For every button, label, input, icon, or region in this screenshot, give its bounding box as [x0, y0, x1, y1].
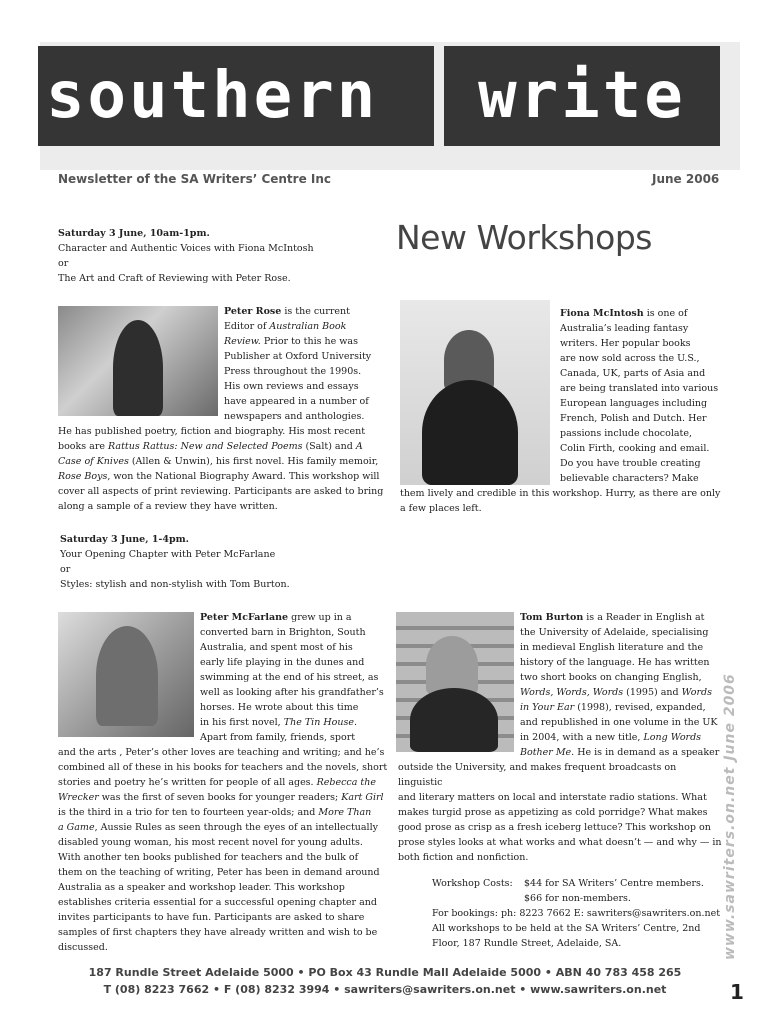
bookings-info: For bookings: ph: 8223 7662 E: sawriters@sawriters.on.net [432, 908, 721, 919]
workshop-costs [432, 876, 722, 951]
masthead-southern: southern [38, 46, 434, 146]
fiona-bio-bottom: them lively and credible in this workshop. Hurry, as there are only a few places left. [400, 488, 721, 514]
peter-mcfarlane-photo [58, 612, 194, 737]
tom-burton-photo [396, 612, 514, 752]
session1-line2: The Art and Craft of Reviewing with Peter Rose. [58, 273, 291, 284]
page-number: 1 [730, 980, 744, 1004]
newsletter-subtitle: Newsletter of the SA Writers’ Centre Inc [58, 172, 332, 186]
session1-or: or [58, 258, 69, 269]
peter-rose-bio-bottom: He has published poetry, fiction and biography. His most recent books are Rattus Rattus: New and Selected Poems (Salt) and A Case of Knives (Allen & Unwin), his first novel. His family memoir, Rose Boys, won the National Biography Award. This workshop will cover all aspects of print reviewing. Participants are asked to bring along a sample of a review they have written. [58, 426, 384, 512]
costs-member: $44 for SA Writers’ Centre members. [524, 878, 704, 889]
session2-title: Saturday 3 June, 1-4pm. [60, 534, 189, 545]
session1-title: Saturday 3 June, 10am-1pm. [58, 228, 210, 239]
session1-line1: Character and Authentic Voices with Fiona McIntosh [58, 243, 314, 254]
costs-label: Workshop Costs: [432, 878, 513, 889]
peter-rose-photo [58, 306, 218, 416]
venue-line2: Floor, 187 Rundle Street, Adelaide, SA. [432, 938, 622, 949]
burton-name: Tom Burton [520, 612, 584, 623]
mcfarlane-name: Peter McFarlane [200, 612, 289, 623]
peter-rose-name: Peter Rose [224, 306, 282, 317]
mcfarlane-bio-top: Peter McFarlane grew up in a converted barn in Brighton, South Australia, and spent most of his early life playing in the dunes and swimming at the end of his street, as well as looking after his grandfather’s horses. He wrote about this time in his first novel, The Tin House. Apart from family, friends, sport [200, 612, 384, 743]
burton-bio-bottom: outside the University, and makes frequent broadcasts on linguistic and literary matters on local and interstate radio stations. What makes turgid prose as appetizing as cold porridge? What makes good prose as crisp as a fresh iceberg lettuce? This workshop on prose styles looks at what works and what doesn’t — and why — in both fiction and nonfiction. [398, 762, 722, 863]
session2-or: or [60, 564, 71, 575]
costs-nonmember: $66 for non-members. [524, 893, 631, 904]
session2-line1: Your Opening Chapter with Peter McFarlane [60, 549, 276, 560]
masthead-write: write [444, 46, 720, 146]
mcfarlane-bio-bottom: and the arts , Peter’s other loves are teaching and writing; and he’s combined all of these in his books for teachers and the novels, short stories and poetry he’s written for people of all ages. Rebecca the Wrecker was the first of seven books for younger readers; Kart Girl is the third in a trio for ten to fourteen year-olds; and More Than a Game, Aussie Rules as seen through the eyes of an intellectually disabled young woman, his most recent novel for young adults. With another ten books published for teachers and the bulk of them on the teaching of writing, Peter has been in demand around Australia as a speaker and workshop leader. This workshop establishes criteria essential for a successful opening chapter and invites participants to have fun. Participants are asked to share samples of first chapters they have already written and wish to be discussed. [58, 747, 388, 953]
session1-block [58, 226, 388, 286]
footer-address: 187 Rundle Street Adelaide 5000 • PO Box 43 Rundle Mall Adelaide 5000 • ABN 40 783 458 265 [88, 966, 682, 979]
peter-rose-bio-top: Peter Rose is the current Editor of Australian Book Review. Prior to this he was Publisher at Oxford University Press throughout the 1990s. His own reviews and essays have appeared in a number of newspapers and anthologies. [224, 306, 372, 422]
side-url-vertical: www.sawriters.on.net June 2006 [722, 673, 738, 960]
footer-contact: T (08) 8223 7662 • F (08) 8232 3994 • sawriters@sawriters.on.net • www.sawriters.on.net [103, 983, 667, 996]
session2-line2: Styles: stylish and non-stylish with Tom Burton. [60, 579, 290, 590]
fiona-bio-top: Fiona McIntosh is one of Australia’s leading fantasy writers. Her popular books are now sold across the U.S., Canada, UK, parts of Asia and are being translated into various European languages including French, Polish and Dutch. Her passions include chocolate, Colin Firth, cooking and email. Do you have trouble creating believable characters? Make [560, 308, 719, 484]
fiona-name: Fiona McIntosh [560, 308, 644, 319]
session2-block [60, 532, 390, 592]
fiona-mcintosh-photo [400, 300, 550, 485]
issue-date: June 2006 [652, 172, 720, 186]
burton-bio-top: Tom Burton is a Reader in English at the University of Adelaide, specialising in medieval English literature and the history of the language. He has written two short books on changing English, Words, Words, Words (1995) and Words in Your Ear (1998), revised, expanded, and republished in one volume in the UK in 2004, with a new title, Long Words Bother Me. He is in demand as a speaker [520, 612, 720, 758]
page-headline: New Workshops [396, 218, 652, 257]
venue-line1: All workshops to be held at the SA Writers’ Centre, 2nd [432, 923, 701, 934]
